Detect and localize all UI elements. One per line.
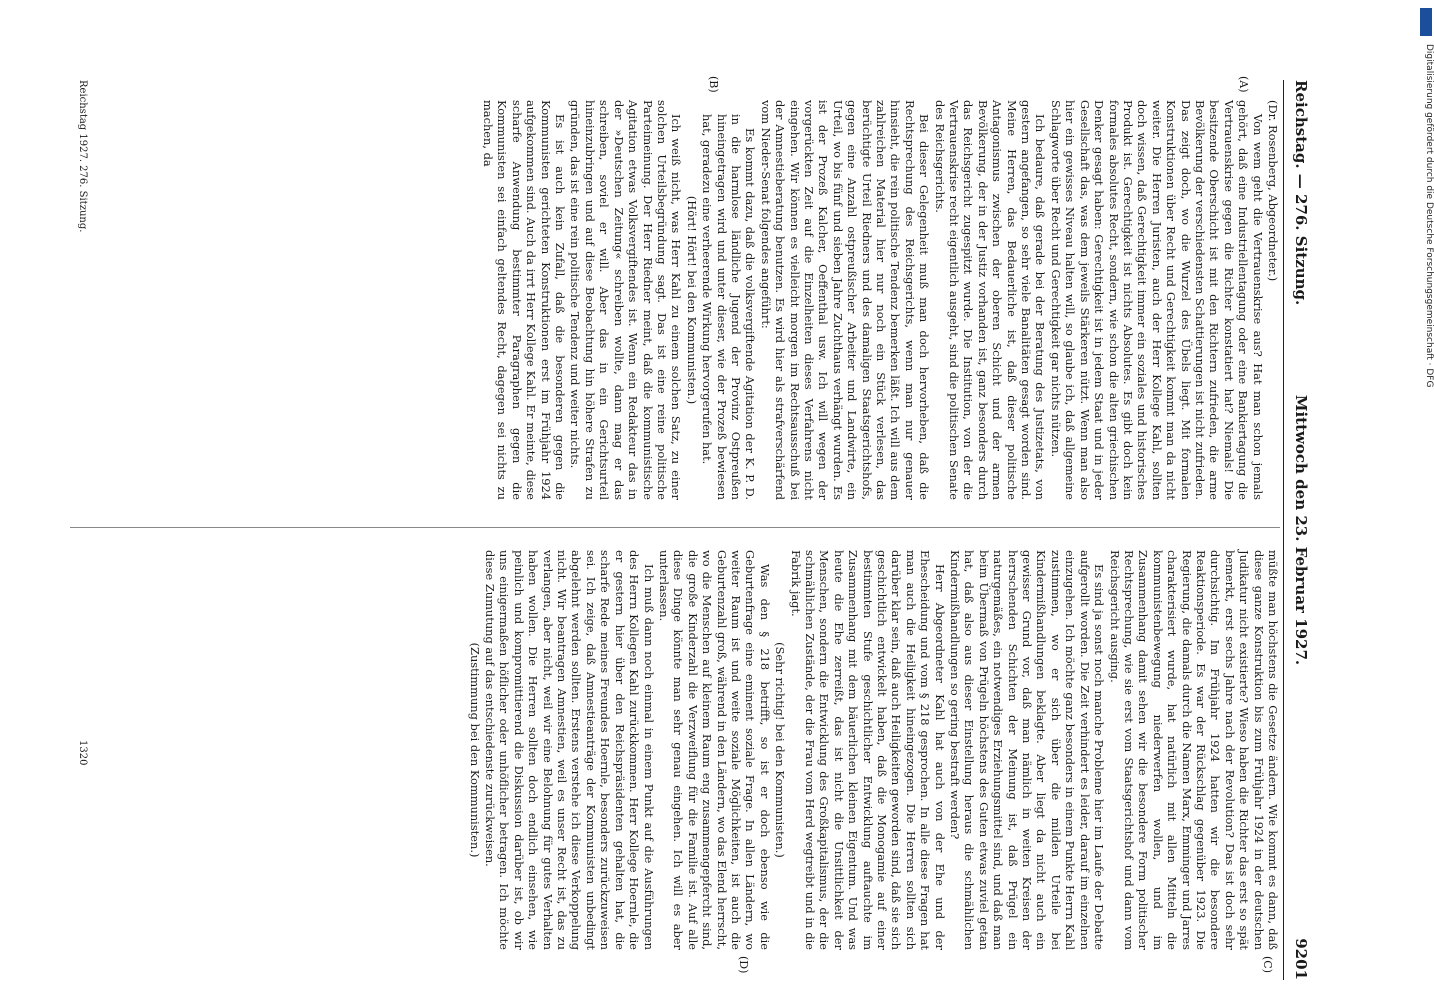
margin-mark-d: (D) bbox=[737, 956, 750, 974]
paragraph: Was den § 218 betrifft, so ist er doch ebenso wie die Geburtenfrage eine eminent soziale Frage. In allen Ländern, wo weiter Raum ist und weite soziale Möglichkeiten, ist auch die Geburtenzahl groß, während in den Ländern, wo das Elend herrscht, wo die Menschen auf kleinem Raum eng zusammengepfercht sind, die große Kinderzahl die Verzweiflung für die Familie ist. Auf alle diese Dinge könnte man sehr genau eingehen. Ich will es aber unterlassen. bbox=[656, 550, 772, 950]
dfg-logo bbox=[1420, 8, 1432, 36]
footer-left: Reichstag 1927. 276. Sitzung. bbox=[77, 80, 88, 233]
column-left bbox=[480, 100, 1280, 500]
footer-right: 1320 bbox=[77, 740, 88, 766]
margin-mark-c: (C) bbox=[1261, 956, 1274, 973]
paragraph: müßte man höchstens die Gesetze ändern. Wie kommt es dann, daß diese ganze Konstruktion bis zum Frühjahr 1924 in der deutschen Judikatur nicht existierte? Wieso haben die Richter das erst so spät bemerkt, erst sechs Jahre nach der Revolution? Das ist doch sehr durchsichtig. Im Frühjahr 1924 hatten wir die besondere Reaktionsperiode. Es war der Rückschlag gegenüber 1923. Die Regierung, die damals durch die Namen Marx, Emminger und Jarres charakterisiert wurde, hat natürlich mit allen Mitteln die kommunistenbewegung niederwerfen wollen, und im Zusammenhang damit sehen wir die besondere Form politischer Rechtsprechung, wie sie erst vom Staatsgerichtshof und dann vom Reichsgericht ausging. bbox=[1107, 550, 1280, 950]
quote: Es kommt dazu, daß die volksvergiftende Agitation der K. P. D. in die harmlose ländliche Jugend der Provinz Ostpreußen hineingetragen wird und unter dieser, wie der Prozeß bewiesen hat, geradezu eine verheerende Wirkung hervorgerufen hat. bbox=[700, 114, 758, 500]
margin-mark-b: (B) bbox=[707, 76, 720, 93]
header-rule bbox=[1283, 80, 1284, 980]
margin-mark-a: (A) bbox=[1237, 76, 1250, 93]
paragraph: Es sind ja sonst noch manche Probleme hier im Laufe der Debatte aufgerollt worden. Die Zeit verhindert es leider, darauf im einzelnen einzugehen. Ich möchte ganz besonders in einem Punkte Herrn Kahl zustimmen, wo er sich über die milden Urteile bei Kindermißhandlungen beklagte. Aber liegt da nicht auch ein gewisser Grund vor, daß man nämlich in weiten Kreisen der herrschenden Schichten der Meinung ist, daß Prügel ein naturgemäßes, ein notwendiges Erziehungsmittel sind, und daß man beim Übermaß von Prügeln höchstens des Guten etwas zuviel getan hat, daß also aus dieser Einstellung heraus die schmählichen Kindermißhandlungen so gering bestraft werden? bbox=[948, 550, 1107, 950]
column-right bbox=[466, 550, 1280, 950]
paragraph: Ich muß dann noch einmal in einem Punkt auf die Ausführungen des Herrn Kollegen Kahl zurückkommen. Herr Kollege Hoernle, die er gestern hier über den Reichspräsidenten gehalten hat, die scharfe Rede meines Freundes Hoernle, besonders zurückzuweisen sei. Ich zeige, daß Amnestieanträge der Kommunisten unbedingt abgelehnt werden sollten. Erstens verstehe ich diese Verkoppelung nicht. Wir beantragen Amnestien, weil es unser Recht ist, das zu verlangen, aber nicht, weil wir eine Belohnung für gutes Verhalten haben wollen. Die Herren sollten doch endlich einsehen, wie peinlich und kompromittierend die Diskussion darüber ist, ob wir uns einigermaßen höflicher oder unhöflicher betragen. Ich möchte diese Zumutung auf das entschiedenste zurückweisen. bbox=[483, 550, 656, 950]
page-header bbox=[1282, 80, 1310, 980]
digitization-text: Digitalisierung gefördert durch die Deutsche Forschungsgemeinschaft · DFG bbox=[1424, 44, 1434, 388]
interjection: (Sehr richtig! bei den Kommunisten.) bbox=[773, 642, 788, 858]
paragraph: Es ist auch kein Zufall, daß die besonderen gegen die Kommunisten gerichteten Konstruktionen erst im Frühjahr 1924 aufgekommen sind. Auch da irrt Herr Kollege Kahl. Er meinte, diese scharfe Anwendung bestimmter Paragraphen gegen die Kommunisten sei einfach geltendes Recht, dagegen sei nichts zu machen, da bbox=[481, 100, 568, 500]
header-date: Mittwoch den 23. Februar 1927. bbox=[1292, 394, 1310, 666]
page-number: 9201 bbox=[1292, 938, 1310, 980]
interjection: (Hört! Hört! bei den Kommunisten.) bbox=[684, 195, 699, 405]
rotated-page bbox=[60, 76, 1310, 980]
paragraph: Ich bedaure, daß gerade bei der Beratung des Justizetats, von gestern angefangen, so sehr viele Banalitäten gesagt worden sind. Meine Herren, das Bedauerliche ist, daß dieser politische Antagonismus zwischen der oberen Schicht und der armen Bevölkerung, der in der Justiz vorhanden ist, ganz besonders durch das Reichsgericht zugespitzt wurde. Die Institution, von der die Vertrauenskrise recht eigentlich ausgeht, sind die politischen Senate des Reichsgerichts. bbox=[932, 100, 1048, 500]
header-left: Reichstag. — 276. Sitzung. bbox=[1292, 80, 1310, 306]
paragraph: Von wem geht die Vertrauenskrise aus? Hat man schon jemals gehört, daß eine Industriellentagung oder eine Bankiertagung die Vertrauenskrise gegen die Richter konstatiert hat? Niemals! Die besitzende Oberschicht ist mit den Richtern zufrieden, die arme Bevölkerung der verschiedensten Schattierungen ist nicht zufrieden. Das zeigt doch, wo die Wurzel des Übels liegt. Mit formalen Konstruktionen über Recht und Gerechtigkeit kommt man da nicht weiter. Die Herren Juristen, auch der Herr Kollege Kahl, sollten doch wissen, daß Gerechtigkeit immer ein soziales und historisches Produkt ist. Gerechtigkeit ist nichts Absolutes. Es gibt doch kein formales absolutes Recht, sondern, wie schon die alten griechischen Denker gesagt haben: Gerechtigkeit ist in jedem Staat und in jeder Gesellschaft das, was dem jeweils Stärkeren nützt. Wenn man also hier ein gewisses Niveau halten will, so glaube ich, daß allgemeine Schlagworte über Recht und Gerechtigkeit gar nichts nützen. bbox=[1048, 100, 1265, 500]
speaker-line: (Dr. Rosenberg, Abgeordneter.) bbox=[1266, 100, 1280, 282]
column-separator bbox=[70, 527, 1280, 528]
paragraph: Herr Abgeordneter Kahl hat auch von der Ehe und der Ehescheidung und vom § 218 gesprochen. In alle diese Fragen hat man auch die Heiligkeit hineingezogen. Die Herren sollten sich darüber klar sein, daß auch Heiligkeiten geworden sind, daß sie sich geschichtlich entwickelt haben, daß die Monogamie auf einer bestimmten Stufe geschichtlicher Entwicklung auftauchte im Zusammenhang mit dem bäuerlichen kleinen Eigentum. Und was heute die Ehe zerreißt, das ist nicht die Unsittlichkeit der Menschen, sondern die Entwicklung des Großkapitalismus, der die schmählichen Zustände, der die Frau vom Herd wegtreibt und in die Fabrik jagt. bbox=[788, 550, 947, 950]
digitization-note bbox=[1424, 44, 1434, 584]
paragraph: Ich weiß nicht, was Herr Kahl zu einem solchen Satz, zu einer solchen Urteilsbegründung sagt. Das ist eine reine politische Parteimeinung. Der Herr Riedner meint, daß die kommunistische Agitation etwas Volksvergiftendes ist. Wenn ein Redakteur das in der »Deutschen Zeitung« schreiben wollte, dann mag er das schreiben, soviel er will. Aber das in ein Gerichtsurteil hineinzubringen und auf diese Beobachtung hin höhere Strafen zu gründen, das ist eine rein politische Tendenz und weiter nichts. bbox=[568, 100, 684, 500]
paragraph: Bei dieser Gelegenheit muß man doch hervorheben, daß die Rechtsprechung des Reichsgerichts, wenn man nur genauer hinsieht, die rein politische Tendenz bemerken läßt. Ich will aus dem zahlreichen Material hier nur noch ein Stück verlesen, das berüchtigte Urteil Riedners und des damaligen Staatsgerichtshofs, gegen eine Anzahl ostpreußischer Arbeiter und Landwirte, ein Urteil, wo bis fünf und sieben Jahre Zuchthaus verhängt wurden. Es ist der Prozeß Kalcher, Oeffenthal usw. Ich will wegen der vorgerückten Zeit auf die Einzelheiten dieses Verfahrens nicht eingehen. Wir können es vielleicht morgen im Rechtsausschuß bei der Amnestieberatung benutzen. Es wird hier als strafverschärfend vom Nieder-Senat folgendes angeführt: bbox=[758, 100, 932, 500]
interjection: (Zustimmung bei den Kommunisten.) bbox=[467, 642, 482, 858]
